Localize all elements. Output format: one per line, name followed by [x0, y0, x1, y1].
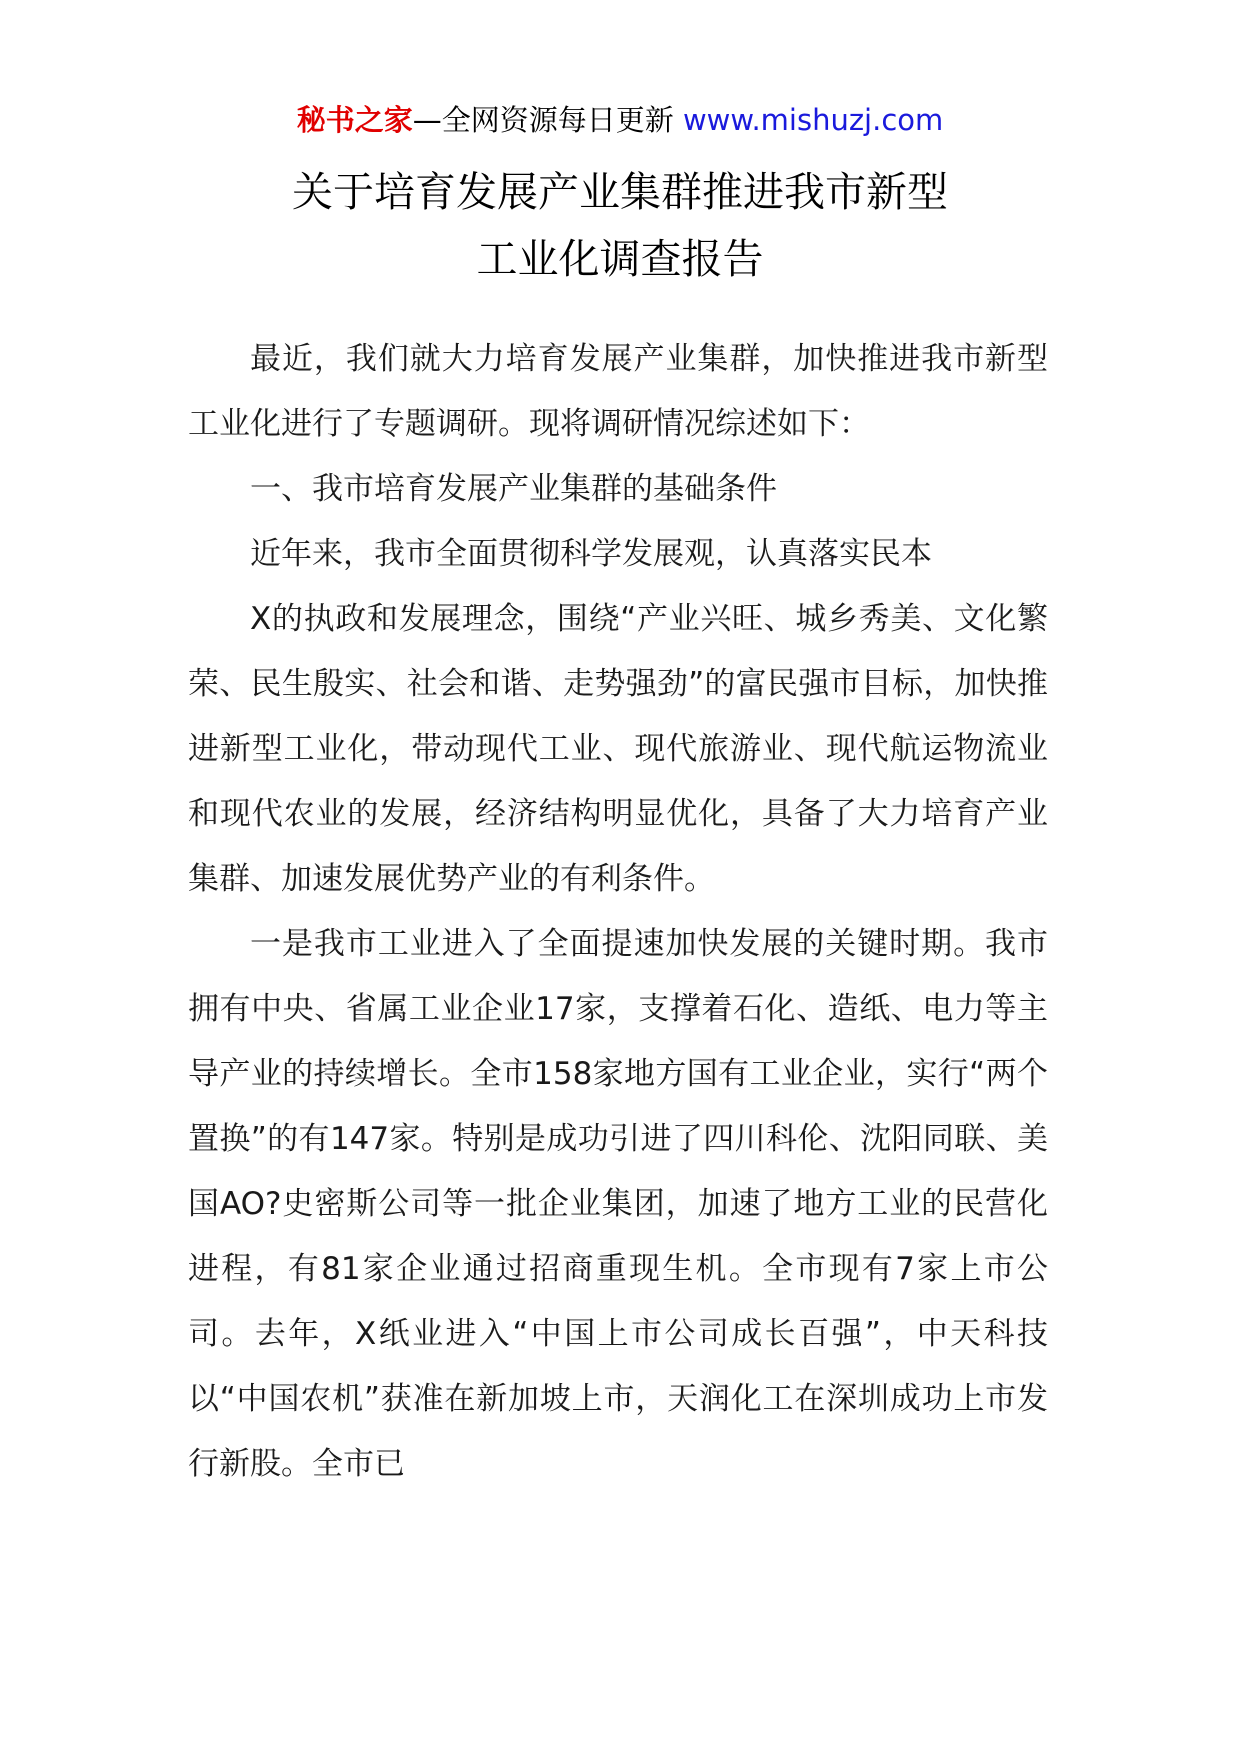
paragraph: 近年来，我市全面贯彻科学发展观，认真落实民本	[250, 536, 932, 572]
section-heading-1: 一、我市培育发展产业集群的基础条件	[250, 471, 777, 507]
document-title-line-2: 工业化调查报告	[476, 235, 764, 283]
paragraph: X的执政和发展理念，围绕“产业兴旺、城乡秀美、文化繁荣、民生殷实、社会和谐、走势强劲”的富民强市目标，加快推进新型工业化，带动现代工业、现代旅游业、现代航运物流业和现代农业的发展，经济结构明显优化，具备了大力培育产业集群、加速发展优势产业的有利条件。	[188, 601, 1048, 897]
document-title-line-1: 关于培育发展产业集群推进我市新型	[292, 168, 948, 216]
site-header	[0, 100, 1240, 140]
paragraph-intro: 最近，我们就大力培育发展产业集群，加快推进我市新型工业化进行了专题调研。现将调研情况综述如下：	[188, 341, 1048, 442]
site-brand: 秘书之家	[296, 103, 413, 137]
document-body	[188, 327, 1048, 1497]
site-url[interactable]: www.mishuzj.com	[682, 103, 944, 137]
site-tagline: —全网资源每日更新	[412, 103, 683, 137]
paragraph: 一是我市工业进入了全面提速加快发展的关键时期。我市拥有中央、省属工业企业17家，支撑着石化、造纸、电力等主导产业的持续增长。全市158家地方国有工业企业，实行“两个置换”的有147家。特别是成功引进了四川科伦、沈阳同联、美国AO?史密斯公司等一批企业集团，加速了地方工业的民营化进程，有81家企业通过招商重现生机。全市现有7家上市公司。去年，X纸业进入“中国上市公司成长百强”，中天科技以“中国农机”获准在新加坡上市，天润化工在深圳成功上市发行新股。全市已	[188, 926, 1048, 1482]
